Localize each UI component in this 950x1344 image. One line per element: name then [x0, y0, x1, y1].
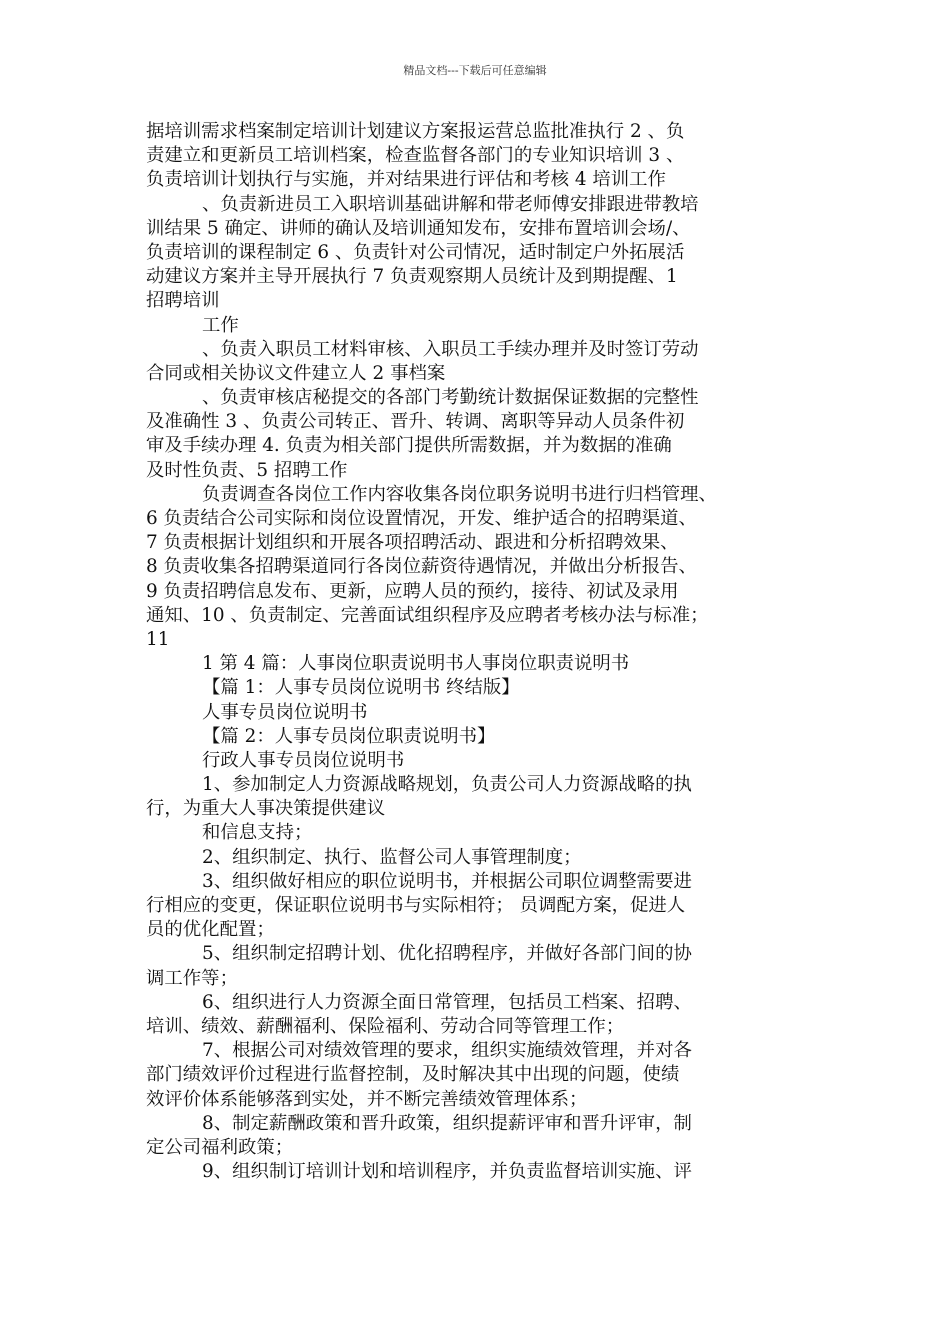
- text-line: 定公司福利政策；: [146, 1136, 294, 1158]
- text-line: 、负责新进员工入职培训基础讲解和带老师傅安排跟进带教培: [202, 193, 699, 215]
- text-line: 训结果 5 确定、讲师的确认及培训通知发布，安排布置培训会场/、: [146, 217, 691, 239]
- text-line: 招聘培训: [146, 290, 220, 312]
- text-line: 、负责入职员工材料审核、入职员工手续办理并及时签订劳动: [202, 338, 699, 360]
- text-line: 9、组织制订培训计划和培训程序，并负责监督培训实施、评: [202, 1161, 692, 1183]
- text-line: 动建议方案并主导开展执行 7 负责观察期人员统计及到期提醒、1: [146, 266, 678, 288]
- text-line: 合同或相关协议文件建立人 2 事档案: [146, 362, 446, 384]
- text-line: 责建立和更新员工培训档案，检查监督各部门的专业知识培训 3 、: [146, 145, 685, 167]
- text-line: 负责培训的课程制定 6 、负责针对公司情况，适时制定户外拓展活: [146, 241, 685, 263]
- text-line: 员的优化配置；: [146, 919, 275, 941]
- text-line: 培训、绩效、薪酬福利、保险福利、劳动合同等管理工作；: [146, 1015, 625, 1037]
- text-line: 6 负责结合公司实际和岗位设置情况，开发、维护适合的招聘渠道、: [146, 508, 697, 529]
- text-line: 11: [146, 628, 170, 650]
- text-line: 负责培训计划执行与实施，并对结果进行评估和考核 4 培训工作: [146, 169, 666, 191]
- text-line: 8、制定薪酬政策和晋升政策，组织提薪评审和晋升评审，制: [202, 1112, 692, 1134]
- text-line: 及时性负责、5 招聘工作: [146, 459, 348, 481]
- text-line: 审及手续办理 4. 负责为相关部门提供所需数据，并为数据的准确: [146, 435, 672, 457]
- text-line: 效评价体系能够落到实处，并不断完善绩效管理体系；: [146, 1088, 588, 1110]
- text-line: 【篇 1：人事专员岗位说明书 终结版】: [202, 677, 520, 699]
- text-line: 3、组织做好相应的职位说明书，并根据公司职位调整需要进: [202, 870, 692, 892]
- text-line: 、负责审核店秘提交的各部门考勤统计数据保证数据的完整性: [202, 387, 699, 409]
- text-line: 工作: [202, 314, 239, 336]
- text-line: 5、组织制定招聘计划、优化招聘程序，并做好各部门间的协: [202, 943, 692, 965]
- text-line: 6、组织进行人力资源全面日常管理，包括员工档案、招聘、: [202, 991, 692, 1013]
- text-line: 8 负责收集各招聘渠道同行各岗位薪资待遇情况，并做出分析报告、: [146, 556, 697, 578]
- text-line: 行相应的变更，保证职位说明书与实际相符； 员调配方案，促进人: [146, 895, 686, 916]
- text-line: 部门绩效评价过程进行监督控制，及时解决其中出现的问题，使绩: [146, 1064, 680, 1086]
- document-body: [146, 120, 810, 1184]
- text-line: 1 第 4 篇：人事岗位职责说明书人事岗位职责说明书: [202, 653, 630, 675]
- text-line: 9 负责招聘信息发布、更新，应聘人员的预约，接待、初试及录用: [146, 580, 679, 602]
- text-line: 及准确性 3 、负责公司转正、晋升、转调、离职等异动人员条件初: [146, 411, 685, 433]
- text-line: 人事专员岗位说明书: [202, 701, 368, 723]
- page-header: 精品文档---下载后可任意编辑: [403, 64, 547, 77]
- text-line: 通知、10 、负责制定、完善面试组织程序及应聘者考核办法与标准；: [146, 604, 709, 626]
- text-line: 2、组织制定、执行、监督公司人事管理制度；: [202, 846, 582, 868]
- text-line: 据培训需求档案制定培训计划建议方案报运营总监批准执行 2 、负: [146, 121, 685, 142]
- text-line: 1、参加制定人力资源战略规划，负责公司人力资源战略的执: [202, 774, 692, 796]
- text-line: 行政人事专员岗位说明书: [202, 749, 405, 771]
- text-line: 和信息支持；: [202, 822, 313, 844]
- text-line: 7 负责根据计划组织和开展各项招聘活动、跟进和分析招聘效果、: [146, 532, 679, 554]
- text-line: 7、根据公司对绩效管理的要求，组织实施绩效管理，并对各: [202, 1040, 692, 1062]
- text-line: 行，为重大人事决策提供建议: [146, 798, 386, 820]
- text-line: 调工作等；: [146, 967, 238, 989]
- text-line: 【篇 2：人事专员岗位职责说明书】: [202, 725, 496, 747]
- text-line: 负责调查各岗位工作内容收集各岗位职务说明书进行归档管理、: [202, 483, 717, 505]
